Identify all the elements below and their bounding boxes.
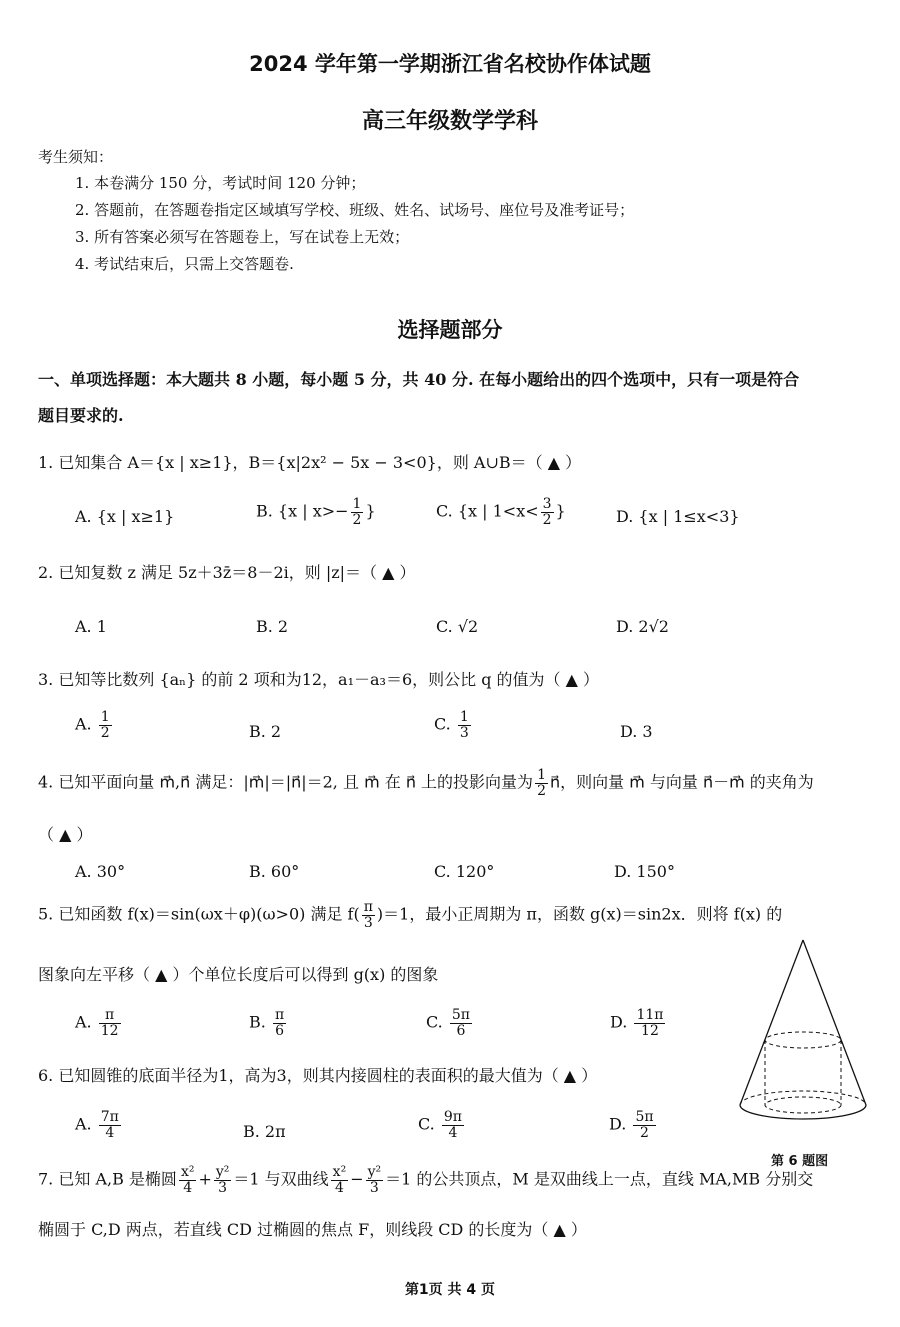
- question-5-stem: 5. 已知函数 f(x)＝sin(ωx＋φ)(ω>0) 满足 f( $\frac{\pi}{3}$ )＝1，最小正周期为 π，函数 g(x)＝sin2x．则将 f(x) 的: [38, 899, 783, 931]
- notice-item: 4. 考试结束后，只需上交答题卷.: [75, 255, 294, 273]
- notice-item: 1. 本卷满分 150 分，考试时间 120 分钟；: [75, 174, 366, 192]
- question-6-stem: 6. 已知圆锥的底面半径为1，高为3，则其内接圆柱的表面积的最大值为（ ▲ ）: [38, 1066, 598, 1085]
- question-4-stem-line2: （ ▲ ）: [38, 825, 93, 844]
- question-4-stem: 4. 已知平面向量 m⃗,n⃗ 满足：|m⃗|＝|n⃗|＝2, 且 m⃗ 在 n⃗ 上的投影向量为 $\frac{1}{2}$ n⃗，则向量 m⃗ 与向量 n⃗－m⃗ 的夹角为: [38, 767, 814, 799]
- question-1-stem: 1. 已知集合 A＝{x | x≥1}，B＝{x|2x² − 5x − 3<0}，则 A∪B＝（ ▲ ）: [38, 453, 582, 472]
- q2-option-a: A. 1: [75, 617, 107, 636]
- q3-option-c: C. $\frac{1}{3}$: [434, 709, 469, 741]
- q1-option-a: A. {x | x≥1}: [75, 507, 175, 526]
- exam-title: 2024 学年第一学期浙江省名校协作体试题: [249, 52, 651, 76]
- question-3-stem: 3. 已知等比数列 {aₙ} 的前 2 项和为12，a₁－a₃＝6，则公比 q 的值为（ ▲ ）: [38, 670, 600, 689]
- q4-option-a: A. 30°: [75, 862, 126, 881]
- notice-item: 3. 所有答案必须写在答题卷上，写在试卷上无效；: [75, 228, 410, 246]
- q3-option-d: D. 3: [620, 722, 653, 741]
- section-title: 选择题部分: [397, 318, 503, 342]
- q2-option-d: D. 2√2: [616, 617, 669, 636]
- q1-option-c: C. {x | 1<x< $\frac{3}{2}$ }: [436, 496, 566, 528]
- q5-option-d: D. $\frac{11\pi}{12}$: [610, 1007, 664, 1039]
- q6-option-b: B. 2π: [243, 1122, 286, 1141]
- q3-option-b: B. 2: [249, 722, 282, 741]
- q4-option-c: C. 120°: [434, 862, 495, 881]
- q6-option-d: D. $\frac{5\pi}{2}$: [609, 1109, 654, 1141]
- q1-option-b: B. {x | x>− $\frac{1}{2}$ }: [256, 496, 376, 528]
- q4-option-d: D. 150°: [614, 862, 675, 881]
- q5-option-c: C. $\frac{5\pi}{6}$: [426, 1007, 470, 1039]
- notice-heading: 考生须知：: [38, 148, 114, 166]
- q2-option-b: B. 2: [256, 617, 289, 636]
- q2-option-c: C. √2: [436, 617, 479, 636]
- question-5-stem-line2: 图象向左平移（ ▲ ）个单位长度后可以得到 g(x) 的图象: [38, 965, 439, 984]
- cone-cylinder-figure: [728, 935, 878, 1135]
- question-7-stem-line2: 椭圆于 C,D 两点，若直线 CD 过椭圆的焦点 F，则线段 CD 的长度为（ ▲ ）: [38, 1220, 587, 1239]
- figure-caption: 第 6 题图: [771, 1154, 829, 1169]
- question-7-stem: 7. 已知 A,B 是椭圆 $\frac{\text{x²}}{4}$ + $\frac{\text{y²}}{3}$ ＝1 与双曲线 $\frac{\text{x²}}{4}$ − $\frac{\text{y²}}{3}$ ＝1 的公共顶点，M 是双曲线上一点，直线 MA,MB 分别交: [38, 1164, 814, 1196]
- q1-option-d: D. {x | 1≤x<3}: [616, 507, 740, 526]
- exam-subtitle: 高三年级数学学科: [361, 109, 538, 134]
- part-instructions-line1: 一、单项选择题：本大题共 8 小题，每小题 5 分，共 40 分. 在每小题给出的四个选项中，只有一项是符合: [38, 370, 800, 389]
- q5-option-b: B. $\frac{\pi}{6}$: [249, 1007, 285, 1039]
- q4-option-b: B. 60°: [249, 862, 300, 881]
- q3-option-a: A. $\frac{1}{2}$: [75, 709, 110, 741]
- q5-option-a: A. $\frac{\pi}{12}$: [75, 1007, 119, 1039]
- notice-item: 2. 答题前，在答题卷指定区域填写学校、班级、姓名、试场号、座位号及准考证号；: [75, 201, 635, 219]
- page-footer: 第1页 共 4 页: [404, 1282, 496, 1298]
- part-instructions-line2: 题目要求的.: [38, 406, 124, 425]
- q6-option-a: A. $\frac{7\pi}{4}$: [75, 1109, 119, 1141]
- question-2-stem: 2. 已知复数 z 满足 5z＋3z̄＝8－2i，则 |z|＝（ ▲ ）: [38, 563, 416, 582]
- q6-option-c: C. $\frac{9\pi}{4}$: [418, 1109, 462, 1141]
